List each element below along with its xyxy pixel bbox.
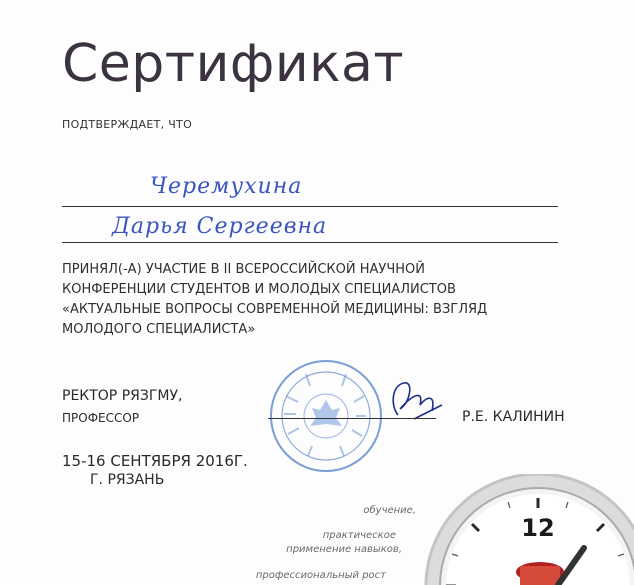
certificate-title: Сертификат xyxy=(62,34,405,94)
round-stamp xyxy=(266,356,386,476)
event-date: 15-16 СЕНТЯБРЯ 2016Г. xyxy=(62,452,248,470)
tag-skills: применение навыков, xyxy=(286,544,402,555)
tag-growth: профессиональный рост xyxy=(255,570,386,581)
name-line xyxy=(62,242,558,243)
surname-handwritten: Черемухина xyxy=(150,174,303,199)
confirms-text: ПОДТВЕРЖДАЕТ, ЧТО xyxy=(62,118,193,131)
tag-practical: практическое xyxy=(322,530,396,541)
event-city: Г. РЯЗАНЬ xyxy=(90,472,165,488)
participation-text: ПРИНЯЛ(-А) УЧАСТИЕ В II ВСЕРОССИЙСКОЙ НАУЧНОЙ КОНФЕРЕНЦИИ СТУДЕНТОВ И МОЛОДЫХ СПЕЦИАЛИСТОВ «АКТУАЛЬНЫЕ ВОПРОСЫ СОВРЕМЕННОЙ МЕДИЦИНЫ: ВЗГЛЯД МОЛОДОГО СПЕЦИАЛИСТА» xyxy=(62,262,488,337)
signature-line xyxy=(268,418,436,419)
surname-line xyxy=(62,206,558,207)
professor-title: ПРОФЕССОР xyxy=(62,411,140,425)
clock-twelve: 12 xyxy=(521,514,555,542)
name-handwritten: Дарья Сергеевна xyxy=(112,214,328,239)
tag-education: обучение, xyxy=(363,505,416,516)
clock-graphic xyxy=(408,474,634,585)
signer-name: Р.Е. КАЛИНИН xyxy=(462,409,565,425)
rector-title: РЕКТОР РЯЗГМУ, xyxy=(62,388,183,404)
